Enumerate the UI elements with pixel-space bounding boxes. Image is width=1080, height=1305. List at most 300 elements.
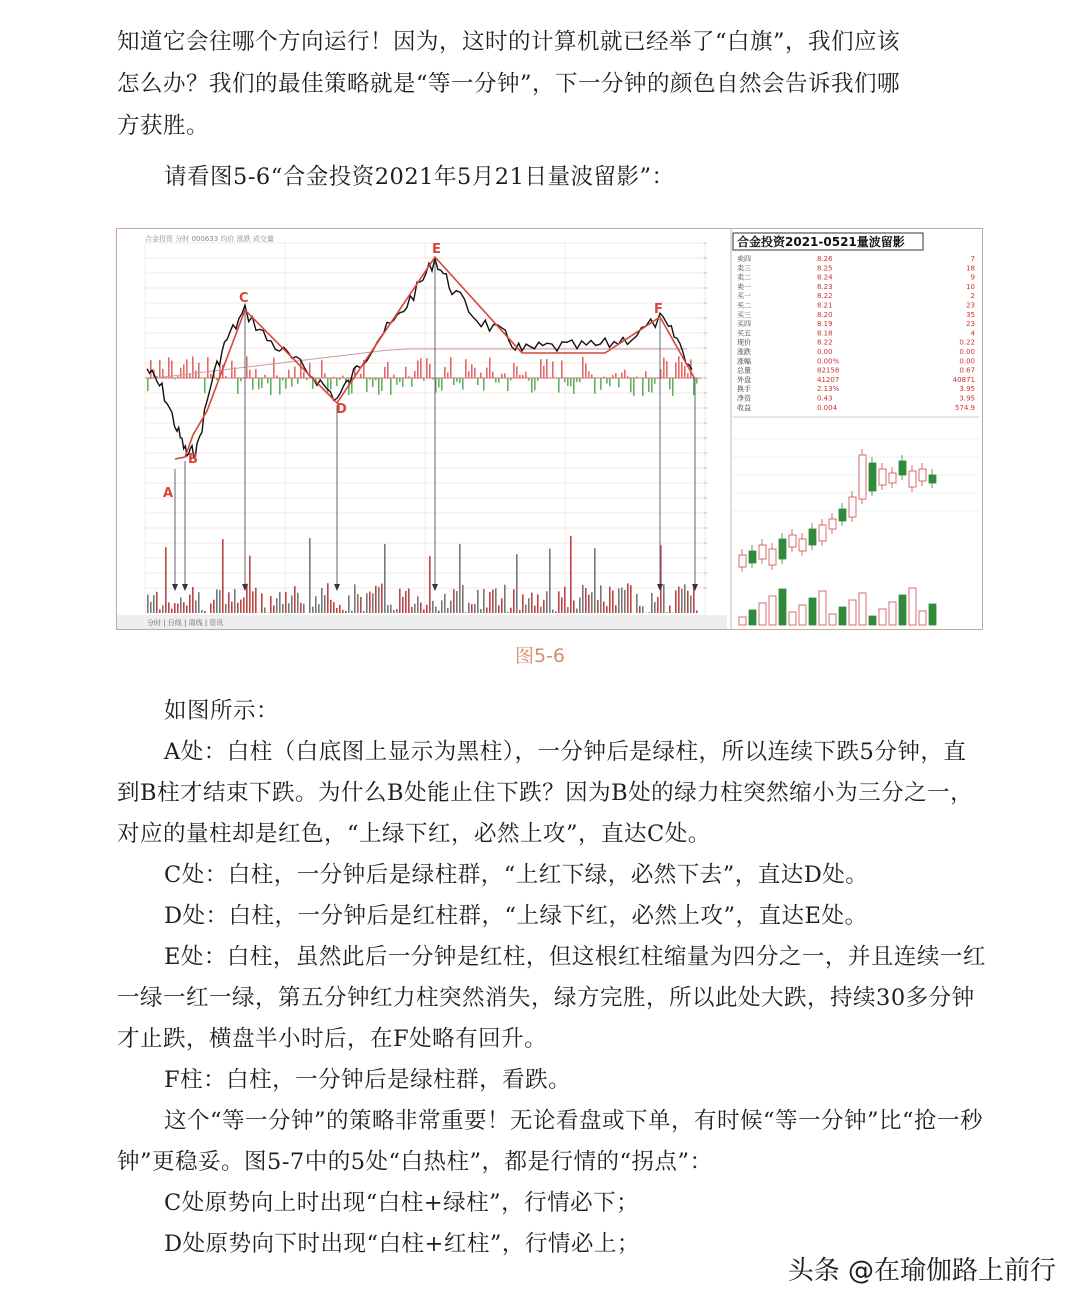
volume-bar <box>489 592 491 613</box>
volume-bar <box>618 588 620 613</box>
force-bar <box>462 378 464 390</box>
volume-bar <box>612 590 614 613</box>
quote-label: 卖一 <box>737 282 751 291</box>
quote-value: 0.00 <box>817 348 833 356</box>
quote-vol: 0.67 <box>959 366 975 375</box>
volume-day-bar <box>739 617 746 625</box>
volume-bar <box>468 603 470 613</box>
volume-bar <box>237 603 239 613</box>
volume-bar <box>213 600 215 613</box>
force-bar <box>204 378 206 393</box>
volume-bar <box>243 597 245 613</box>
daily-candles <box>733 439 979 572</box>
force-bar <box>318 378 320 379</box>
volume-bar <box>372 593 374 613</box>
force-bar <box>453 378 455 385</box>
force-bar <box>534 378 536 390</box>
force-bar <box>195 371 197 378</box>
volume-bar <box>558 591 560 613</box>
force-bar <box>207 357 209 378</box>
volume-bar <box>471 604 473 613</box>
volume-bar <box>528 598 530 613</box>
volume-bar <box>147 595 149 613</box>
volume-day-bar <box>909 588 916 625</box>
volume-bar <box>648 612 650 613</box>
force-bar <box>588 371 590 378</box>
volume-bar <box>216 589 218 613</box>
volume-bar <box>537 594 539 613</box>
quote-vol: 574.9 <box>954 403 975 412</box>
force-bar <box>444 367 446 378</box>
volume-bar <box>210 603 212 613</box>
force-bar <box>684 366 686 378</box>
volume-bar <box>345 611 347 613</box>
volume-day-bar <box>889 602 896 625</box>
candle-body <box>859 455 866 499</box>
volume-bar <box>300 603 302 613</box>
volume-bar <box>510 608 512 613</box>
volume-bar <box>552 609 554 613</box>
quote-vol: 2 <box>970 292 975 301</box>
volume-bar <box>198 592 200 613</box>
volume-bar <box>288 603 290 613</box>
volume-bar <box>315 596 317 613</box>
force-bar <box>621 373 623 378</box>
volume-bar <box>252 591 254 613</box>
volume-bar <box>498 605 500 613</box>
volume-day-bar <box>819 591 826 625</box>
volume-bar <box>492 590 494 613</box>
force-bar <box>471 364 473 378</box>
force-bar <box>330 378 332 389</box>
quote-value: 8.18 <box>817 329 833 338</box>
volume-bar <box>204 611 206 613</box>
volume-bar <box>225 604 227 613</box>
quote-value: 0.00% <box>817 357 840 366</box>
force-bar <box>681 362 683 378</box>
force-bar <box>210 374 212 378</box>
quote-value: 8.25 <box>817 264 833 273</box>
quote-label: 现价 <box>737 338 751 347</box>
force-bar <box>516 366 518 378</box>
volume-bar <box>423 609 425 613</box>
force-bar <box>147 378 149 391</box>
volume-bar <box>507 612 509 613</box>
quote-label: 卖三 <box>737 264 751 273</box>
volume-bar <box>276 598 278 613</box>
volume-day-bar <box>849 600 856 625</box>
volume-bar <box>438 611 440 613</box>
force-bar <box>387 362 389 378</box>
force-bar <box>459 378 461 383</box>
force-bar <box>486 368 488 378</box>
candle-body <box>789 535 796 547</box>
volume-bar <box>435 606 437 613</box>
quote-vol: 0.22 <box>959 338 975 347</box>
force-bar <box>276 375 278 378</box>
force-bar <box>507 378 509 391</box>
force-bar <box>396 378 398 385</box>
candle-body <box>839 509 846 521</box>
force-bar <box>489 358 491 378</box>
volume-bar <box>273 605 275 613</box>
volume-bar <box>483 589 485 613</box>
volume-bar <box>444 594 446 613</box>
force-bar <box>585 363 587 378</box>
force-bar <box>687 373 689 378</box>
force-bar <box>678 356 680 378</box>
force-bar <box>225 376 227 378</box>
volume-bar <box>309 538 311 613</box>
volume-bar <box>690 596 692 613</box>
volume-bar <box>657 597 659 613</box>
volume-day-bar <box>899 595 906 625</box>
volume-bar <box>354 584 356 613</box>
force-bar <box>375 378 377 380</box>
intraday-chart-svg <box>117 229 982 629</box>
force-bar <box>288 370 290 378</box>
force-bar <box>633 378 635 396</box>
quote-label: 买三 <box>737 310 751 319</box>
force-bar <box>192 356 194 378</box>
volume-bar <box>264 608 266 613</box>
force-bar <box>294 366 296 378</box>
force-bar <box>150 360 152 378</box>
para-c-rule: C处原势向上时出现“白柱+绿柱”，行情必下； <box>164 1190 640 1216</box>
force-bar <box>342 376 344 378</box>
force-bar <box>177 376 179 378</box>
quote-vol: 3.95 <box>959 394 975 403</box>
volume-bar <box>186 605 188 613</box>
force-bar <box>477 378 479 385</box>
volume-day-bar <box>769 596 776 625</box>
volume-day-bar <box>859 593 866 625</box>
volume-bar <box>579 597 581 613</box>
volume-bar <box>171 609 173 613</box>
para-d-rule: D处原势向下时出现“白柱+红柱”，行情必上； <box>164 1231 640 1257</box>
force-bar <box>243 377 245 378</box>
volume-bar <box>192 587 194 613</box>
volume-bar <box>675 590 677 613</box>
volume-bar <box>465 612 467 613</box>
volume-bar <box>519 610 521 613</box>
force-bar <box>558 378 560 393</box>
quote-label: 涨跌 <box>737 348 751 356</box>
force-bar <box>579 378 581 382</box>
para-c: C处：白柱，一分钟后是绿柱群，“上红下绿，必然下去”，直达D处。 <box>164 862 869 888</box>
volume-bar <box>597 600 599 613</box>
force-bar <box>264 375 266 378</box>
quote-vol: 3.95 <box>959 385 975 394</box>
volume-bar <box>540 607 542 613</box>
quote-vol: 4 <box>970 329 975 338</box>
force-bar <box>594 378 596 394</box>
volume-bar <box>651 593 653 613</box>
volume-bar <box>486 608 488 613</box>
volume-bar <box>588 595 590 613</box>
force-bar <box>480 373 482 378</box>
volume-bar <box>453 589 455 613</box>
volume-bar <box>594 548 596 613</box>
force-bar <box>180 368 182 378</box>
quote-table <box>737 254 976 412</box>
volume-bar <box>294 586 296 613</box>
quote-vol: 40871 <box>952 375 975 384</box>
volume-bar <box>369 592 371 613</box>
volume-bar <box>480 609 482 613</box>
volume-bar <box>285 592 287 613</box>
volume-bar <box>270 596 272 613</box>
volume-day-bar <box>829 614 836 625</box>
quote-label: 收益 <box>737 403 751 412</box>
volume-bar <box>165 547 167 613</box>
force-bar <box>498 378 500 383</box>
volume-bar <box>399 589 401 613</box>
volume-bar <box>513 589 515 613</box>
volume-bar <box>384 544 386 613</box>
volume-bar <box>219 590 221 613</box>
volume-bar <box>339 605 341 613</box>
volume-bar <box>630 585 632 613</box>
volume-bar <box>279 592 281 613</box>
volume-bar <box>501 598 503 613</box>
volume-bar <box>321 588 323 613</box>
force-bar <box>441 378 443 391</box>
para-f: F柱：白柱，一分钟后是绿柱群，看跌。 <box>164 1067 572 1093</box>
quote-vol: 35 <box>966 310 975 319</box>
force-bar <box>384 367 386 378</box>
force-bar <box>567 378 569 386</box>
force-bar <box>606 378 608 384</box>
force-bar <box>624 370 626 378</box>
volume-day-bar <box>879 609 886 625</box>
force-bar <box>522 375 524 378</box>
volume-bar <box>570 536 572 613</box>
volume-bar <box>567 607 569 613</box>
force-bar <box>303 372 305 378</box>
volume-bar <box>333 602 335 613</box>
force-bar <box>252 378 254 390</box>
force-bar <box>636 377 638 378</box>
force-bar <box>333 377 335 378</box>
main-panel <box>117 229 727 629</box>
volume-day-bar <box>759 603 766 625</box>
volume-bar <box>456 591 458 613</box>
volume-day-bar <box>789 612 796 625</box>
candle-body <box>929 475 936 483</box>
force-bar <box>561 360 563 378</box>
volume-bar <box>381 584 383 613</box>
volume-bar <box>366 593 368 613</box>
force-bar <box>474 368 476 378</box>
force-bar <box>423 378 425 381</box>
force-bar <box>675 362 677 378</box>
volume-bar <box>153 595 155 613</box>
force-bar <box>513 363 515 378</box>
figure-chart <box>116 228 983 630</box>
candle-body <box>739 555 746 567</box>
candle-body <box>799 539 806 551</box>
figure-caption: 图5-6 <box>514 645 566 667</box>
volume-day-bar <box>929 604 936 625</box>
volume-bar <box>327 583 329 613</box>
volume-bar <box>627 583 629 613</box>
volume-bar <box>240 600 242 613</box>
volume-bar <box>609 587 611 613</box>
quote-value: 41207 <box>817 375 840 384</box>
force-bar <box>402 378 404 387</box>
force-bar <box>360 374 362 378</box>
volume-bar <box>432 601 434 613</box>
quote-value: 8.26 <box>817 255 833 263</box>
volume-bar <box>516 554 518 613</box>
volume-bar <box>174 603 176 613</box>
quote-label: 买二 <box>737 301 751 310</box>
force-bar <box>366 378 368 392</box>
volume-bar <box>693 586 695 613</box>
volume-bar <box>324 595 326 613</box>
volume-bar <box>396 609 398 613</box>
force-bar <box>615 373 617 378</box>
volume-bar <box>591 592 593 613</box>
force-bar <box>582 357 584 378</box>
para-a: A处：白柱（白底图上显示为黑柱），一分钟后是绿柱，所以连续下跌5分钟，直到B柱才结束下跌。为什么B处能止住下跌？因为B处的绿力柱突然缩小为三分之一，对应的量柱却是红色，“上绿下红，必然上攻”，直达C处。 <box>117 739 974 847</box>
label-e: E <box>432 242 441 257</box>
volume-bar <box>621 587 623 613</box>
volume-bar <box>429 556 431 613</box>
force-bar <box>198 363 200 378</box>
volume-bar <box>624 590 626 613</box>
header-tiny: 合金投资 分时 000633 均价 涨跌 成交量 <box>145 235 274 243</box>
candle-body <box>919 469 926 481</box>
volume-day-bar <box>809 598 816 625</box>
volume-bar <box>405 591 407 613</box>
volume-bar <box>318 604 320 613</box>
candle-body <box>829 519 836 529</box>
force-bar <box>543 366 545 378</box>
volume-bar <box>177 604 179 613</box>
force-bar <box>405 367 407 378</box>
volume-bar <box>687 591 689 613</box>
force-bar <box>672 378 674 396</box>
text-line-1: 知道它会往哪个方向运行！因为，这时的计算机就已经举了“白旗”，我们应该 <box>117 29 901 55</box>
force-bar <box>546 359 548 378</box>
force-bar <box>390 378 392 395</box>
force-bar <box>393 375 395 378</box>
volume-bar <box>150 602 152 613</box>
volume-day-bar <box>779 589 786 625</box>
volume-bar <box>678 587 680 613</box>
volume-bar <box>534 606 536 613</box>
force-bar <box>495 378 497 383</box>
force-bar <box>321 360 323 378</box>
force-bar <box>429 364 431 378</box>
volume-bar <box>348 595 350 613</box>
volume-bar <box>390 605 392 613</box>
force-bar <box>255 369 257 378</box>
force-bar <box>414 371 416 378</box>
quote-value: 8.21 <box>817 301 833 310</box>
volume-bar <box>600 585 602 613</box>
force-bar <box>510 378 512 380</box>
force-bar <box>339 378 341 380</box>
volume-bar <box>666 612 668 613</box>
volume-bar <box>249 556 251 613</box>
volume-bar <box>162 605 164 613</box>
volume-bar <box>582 585 584 613</box>
force-bar <box>291 378 293 387</box>
quote-label: 卖二 <box>737 273 751 282</box>
quote-value: 8.22 <box>817 292 833 301</box>
volume-bar <box>156 592 158 613</box>
force-bar <box>603 377 605 378</box>
force-bar <box>540 359 542 378</box>
volume-bar <box>606 606 608 613</box>
force-bar <box>609 378 611 386</box>
force-bar <box>237 378 239 394</box>
force-bar <box>570 378 572 386</box>
quote-vol: 18 <box>966 264 975 273</box>
force-bar <box>285 378 287 389</box>
volume-day-bar <box>749 610 756 625</box>
force-bar <box>501 374 503 378</box>
quote-label: 换手 <box>737 385 751 394</box>
force-bar <box>531 378 533 393</box>
force-bar <box>324 373 326 378</box>
force-bar <box>651 378 653 392</box>
force-bar <box>537 378 539 381</box>
candle-body <box>759 545 766 559</box>
force-bar <box>669 378 671 389</box>
volume-bar <box>291 596 293 613</box>
quote-label: 净资 <box>737 394 751 403</box>
volume-bar <box>231 601 233 613</box>
force-bar <box>438 378 440 388</box>
candle-body <box>779 539 786 559</box>
force-bar <box>552 361 554 378</box>
volume-day-bar <box>799 605 806 625</box>
volume-bar <box>201 610 203 613</box>
force-bar <box>432 378 434 380</box>
volume-bar <box>282 604 284 613</box>
force-bar <box>306 378 308 380</box>
force-bar <box>174 378 176 379</box>
force-bar <box>597 377 599 378</box>
volume-bar <box>195 600 197 613</box>
volume-bar <box>477 590 479 613</box>
volume-bar <box>603 602 605 613</box>
force-bar <box>336 378 338 386</box>
volume-bar <box>522 594 524 613</box>
volume-bar <box>297 593 299 613</box>
volume-bar <box>576 609 578 613</box>
volume-bar <box>303 604 305 613</box>
force-bar <box>171 361 173 378</box>
force-bar <box>483 378 485 391</box>
quote-label: 卖四 <box>737 255 751 263</box>
watermark: 头条 @在瑜伽路上前行 <box>787 1256 1056 1286</box>
quote-label: 外盘 <box>737 375 751 384</box>
para-e: E处：白柱，虽然此后一分钟是红柱，但这根红柱缩量为四分之一，并且连续一红一绿一红一绿，第五分钟红力柱突然消失，绿方完胜，所以此处大跌，持续30多分钟才止跌，横盘半小时后，在F处略有回升。 <box>117 944 986 1052</box>
volume-bar <box>615 605 617 613</box>
candle-body <box>819 525 826 541</box>
volume-bar <box>414 604 416 613</box>
volume-bar <box>417 596 419 613</box>
force-bar <box>270 378 272 395</box>
force-bar <box>648 378 650 392</box>
volume-bar <box>654 602 656 613</box>
volume-day-bar <box>919 611 926 625</box>
